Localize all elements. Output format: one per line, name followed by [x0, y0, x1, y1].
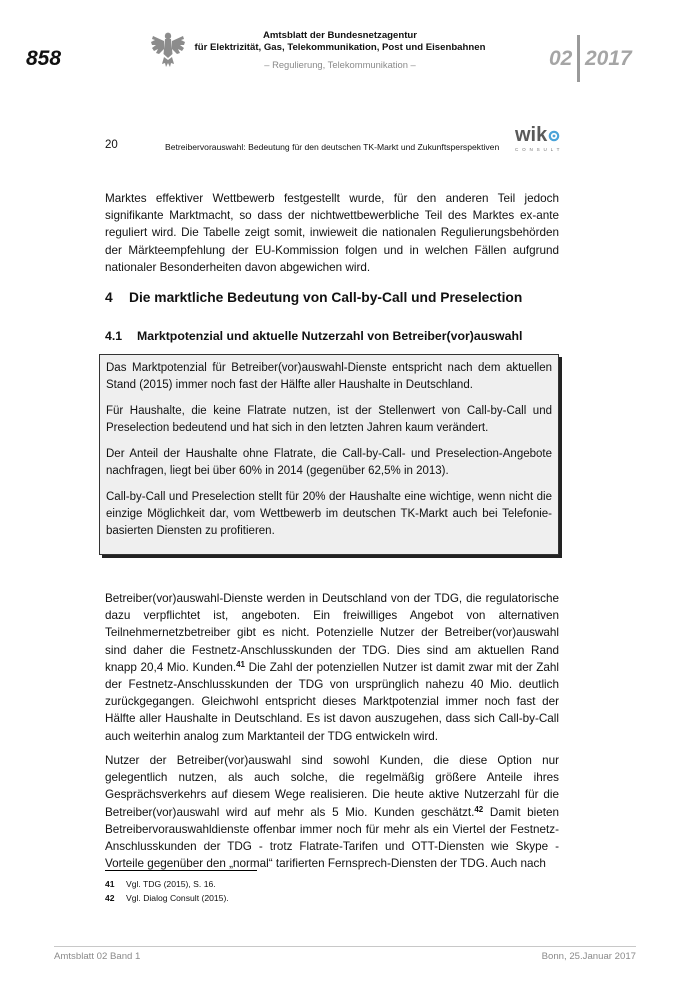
wik-logo-swirl-icon	[548, 130, 560, 142]
issue-year: 2017	[585, 47, 632, 70]
section-number: 4	[105, 290, 113, 305]
wik-consult-logo	[515, 125, 563, 152]
gazette-title	[190, 30, 490, 54]
federal-eagle-icon	[150, 30, 186, 70]
page-number: 858	[26, 47, 62, 70]
gazette-subtitle: – Regulierung, Telekommunikation –	[264, 59, 416, 70]
footnote	[105, 879, 216, 889]
summary-box	[99, 354, 559, 555]
section-title: Die marktliche Bedeutung von Call-by-Call und Preselection	[129, 290, 523, 305]
footnote-reference[interactable]: 42	[474, 804, 484, 814]
wik-logo-subtext: CONSULT	[515, 147, 564, 152]
report-page-number: 20	[105, 139, 118, 151]
footer-divider	[54, 946, 636, 947]
subsection-title: Marktpotenzial und aktuelle Nutzerzahl von Betreiber(vor)auswahl	[137, 329, 523, 343]
body-paragraph-text: Betreiber(vor)auswahl-Dienste werden in Deutschland von der TDG, die regulatorische dazu verpflichtet ist, angeboten. Ein freiwilliges Angebot von alternativen Teilnehmernetzbetreiber gibt es nicht. Potenzielle Nutzer der Betreiber(vor)auswahl sind daher die Festnetz-Anschlusskunden der TDG. Dies sind am aktuellen Rand knapp 20,4 Mio. Kunden.	[105, 592, 559, 674]
footnote-separator	[105, 870, 257, 871]
footnote-reference[interactable]: 41	[236, 659, 245, 669]
body-paragraph-text: Nutzer der Betreiber(vor)auswahl sind sowohl Kunden, die diese Option nur gelegentlich nutzen, als auch solche, die regelmäßig größere Anteile ihres Gesprächsverkehrs auf diesem Wege realisieren. Die heute aktive Nutzerzahl für die Betreiber(vor)auswahl wird auf mehr als 5 Mio. Kunden geschätzt.	[105, 754, 559, 819]
footnote	[105, 893, 229, 903]
footer-date: Bonn, 25.Januar 2017	[541, 951, 636, 962]
body-paragraph	[105, 752, 559, 872]
body-paragraph	[105, 590, 559, 745]
summary-point: Das Marktpotenzial für Betreiber(vor)auswahl-Dienste entspricht nach dem aktuellen Stand (2015) immer noch fast der Hälfte aller Haushalte in Deutschland.	[106, 362, 552, 391]
gazette-title-line1: Amtsblatt der Bundesnetzagentur	[262, 30, 418, 41]
wik-logo-text: wik	[515, 124, 548, 146]
subsection-number: 4.1	[105, 329, 123, 343]
summary-point: Call-by-Call und Preselection stellt für 20% der Haushalte eine wichtige, wenn nicht die einzige Möglichkeit dar, vom Wettbewerb im deutschen TK-Markt auch bei Telefonie-basierten Diensten zu profitieren.	[106, 491, 552, 537]
summary-point: Für Haushalte, die keine Flatrate nutzen, ist der Stellenwert von Call-by-Call und Preselection bedeutend und hat sich in den letzten Jahren kaum verändert.	[106, 405, 552, 434]
subsection-heading	[105, 329, 522, 343]
footer-volume: Amtsblatt 02 Band 1	[54, 951, 141, 962]
body-paragraph-text: Die Zahl der potenziellen Nutzer ist damit zwar mit der Zahl der Festnetz-Anschlusskunden der TDG von ursprünglich nahezu 40 Mio. deutlich zurückgegangen. Gleichwohl entspricht dieses Marktpotenzial immer noch fast der Hälfte aller Haushalte in Deutschland. Es ist davon auszugehen, dass sich Call-by-Call auch weiterhin analog zum Marktanteil der TDG entwickeln wird.	[105, 660, 559, 743]
body-paragraph-text: Damit bieten Betreibervorauswahldienste offenbar immer noch für mehr als ein Viertel der Festnetz-Anschlusskunden der TDG - trotz Flatrate-Tarifen und OTT-Diensten wie Skype - Vorteile gegenüber den „normal“ tarifierten Fernsprech-Diensten der TDG. Auch nach	[105, 805, 559, 871]
footnote-text: Vgl. TDG (2015), S. 16.	[126, 879, 216, 889]
gazette-title-line2: für Elektrizität, Gas, Telekommunikation, Post und Eisenbahnen	[194, 42, 486, 53]
summary-point: Der Anteil der Haushalte ohne Flatrate, die Call-by-Call- und Preselection-Angebote nachfragen, liegt bei über 60% in 2014 (gegenüber 62,5% in 2013).	[106, 448, 552, 477]
intro-paragraph: Marktes effektiver Wettbewerb festgestellt wurde, für den anderen Teil jedoch signifikante Marktmacht, so dass der nichtwettbewerbliche Teil des Marktes ex-ante reguliert wird. Die Tabelle zeigt somit, inwieweit die nationalen Regulierungsbehörden der Märkteempfehlung der EU-Kommission folgen und in welchen Fällen aufgrund nationaler Besonderheiten davon abgewichen wird.	[105, 192, 559, 274]
report-running-title: Betreibervorauswahl: Bedeutung für den deutschen TK-Markt und Zukunftsperspektiven	[165, 142, 500, 152]
footnote-number: 42	[105, 893, 115, 903]
footnote-text: Vgl. Dialog Consult (2015).	[126, 893, 229, 903]
issue-number: 02	[549, 47, 573, 70]
footnote-number: 41	[105, 879, 115, 889]
section-heading	[105, 290, 522, 305]
issue-divider	[577, 35, 580, 82]
